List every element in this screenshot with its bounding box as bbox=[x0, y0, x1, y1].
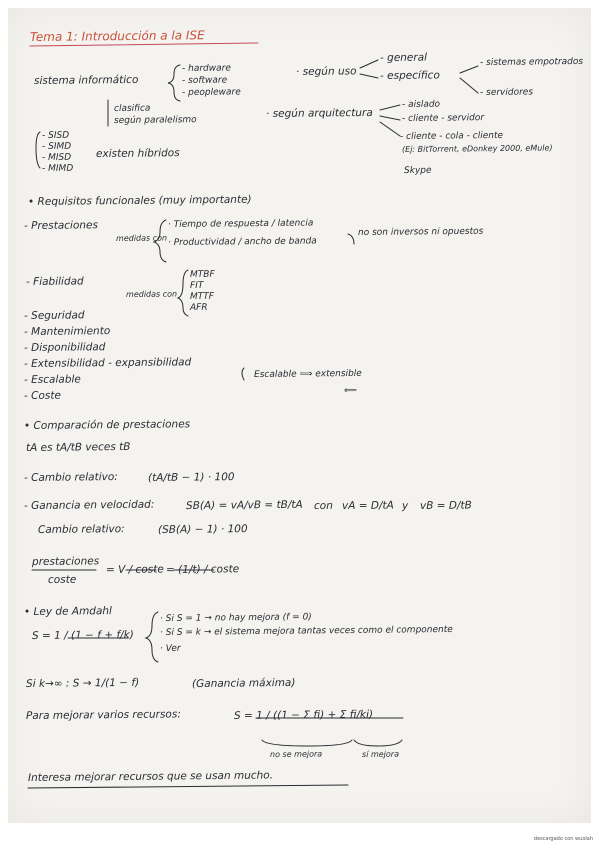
varios-label: Para mejorar varios recursos: bbox=[25, 708, 181, 722]
v-coste: = V / coste bbox=[105, 563, 164, 576]
varios-formula: S = 1 / ((1 − Σ fi) + Σ fi/ki) bbox=[233, 708, 374, 722]
ganancia-label: - Ganancia en velocidad: bbox=[23, 498, 155, 512]
amdahl-limit-note: (Ganancia máxima) bbox=[191, 676, 296, 690]
under-label: sí mejora bbox=[361, 749, 400, 759]
medidas-con: medidas con bbox=[115, 233, 168, 243]
fiab-item: AFR bbox=[189, 302, 208, 313]
handwriting-strokes bbox=[8, 8, 591, 823]
vb-formula: vB = D/tB bbox=[419, 499, 472, 512]
cambio-formula: (tA/tB − 1) · 100 bbox=[147, 471, 235, 484]
amdahl-case: · Si S = k → el sistema mejora tantas veces como el componente bbox=[159, 624, 453, 638]
arq-item: - cliente - cola - cliente bbox=[399, 130, 504, 142]
amdahl-case: · Ver bbox=[159, 643, 181, 654]
no-implica-text: ⟸ bbox=[343, 385, 357, 396]
prest-coste-num: prestaciones bbox=[31, 555, 100, 568]
cambio2-label: Cambio relativo: bbox=[37, 523, 125, 536]
requisito-item: - Seguridad bbox=[23, 309, 85, 322]
implica-text: Escalable ⟹ extensible bbox=[253, 368, 362, 380]
t-coste: = (1/t) / coste bbox=[165, 563, 240, 576]
amdahl-case: · Si S = 1 → no hay mejora (f = 0) bbox=[159, 612, 312, 624]
uso-sub: - servidores bbox=[479, 87, 534, 98]
arq-example: (Ej: BitTorrent, eDonkey 2000, eMule) bbox=[401, 143, 553, 154]
sistema-part: - peopleware bbox=[181, 87, 241, 98]
arq-item: - aislado bbox=[401, 99, 441, 110]
prest-item: · Tiempo de respuesta / latencia bbox=[167, 218, 314, 230]
cambio2-formula: (SB(A) − 1) · 100 bbox=[157, 523, 248, 536]
notebook-page bbox=[8, 8, 591, 823]
amdahl-heading: • Ley de Amdahl bbox=[23, 605, 112, 618]
under-label: no se mejora bbox=[269, 749, 323, 759]
requisito-item: - Extensibilidad - expansibilidad bbox=[23, 356, 192, 370]
fiab-item: MTTF bbox=[189, 291, 214, 302]
ganancia-formula: SB(A) = vA/vB = tB/tA bbox=[185, 498, 303, 512]
requisito-item: - Escalable bbox=[23, 373, 81, 386]
uso-item: - específico bbox=[379, 69, 440, 82]
uso-item: - general bbox=[379, 51, 428, 64]
flynn-item: - MIMD bbox=[41, 163, 74, 174]
requisito-item: - Mantenimiento bbox=[23, 325, 111, 338]
prest-coste-den: coste bbox=[47, 573, 77, 586]
clasifica-text: clasifica bbox=[113, 103, 151, 114]
uso-sub: - sistemas empotrados bbox=[479, 56, 584, 68]
y-text: y bbox=[401, 499, 409, 512]
con-text: con bbox=[313, 499, 333, 512]
requisitos-heading: • Requisitos funcionales (muy importante) bbox=[27, 193, 252, 208]
medidas-con: medidas con bbox=[125, 289, 178, 299]
fiab-item: FIT bbox=[189, 280, 204, 291]
arq-item: - cliente - servidor bbox=[401, 113, 485, 124]
sistema-part: - software bbox=[181, 75, 228, 86]
flynn-item: - MISD bbox=[41, 152, 72, 163]
prestaciones-label: - Prestaciones bbox=[23, 219, 99, 232]
cambio-label: - Cambio relativo: bbox=[23, 471, 118, 484]
requisito-item: - Coste bbox=[23, 389, 61, 402]
flynn-item: - SIMD bbox=[41, 141, 72, 152]
page-title: Tema 1: Introducción a la ISE bbox=[29, 28, 205, 44]
prest-note: no son inversos ni opuestos bbox=[357, 226, 484, 238]
fiabilidad-label: - Fiabilidad bbox=[25, 275, 84, 288]
clasifica-text: según paralelismo bbox=[113, 115, 197, 126]
sistema-label: sistema informático bbox=[33, 73, 139, 87]
sistema-part: - hardware bbox=[181, 63, 231, 74]
prest-item: · Productividad / ancho de banda bbox=[167, 236, 317, 248]
hibridos-text: existen híbridos bbox=[95, 147, 180, 160]
segun-uso-label: · según uso bbox=[295, 65, 357, 78]
fiab-item: MTBF bbox=[189, 269, 215, 280]
requisito-item: - Disponibilidad bbox=[23, 341, 106, 354]
amdahl-limit: Si k→∞ : S → 1/(1 − f) bbox=[25, 676, 140, 690]
amdahl-formula: S = 1 / (1 − f + f/k) bbox=[31, 628, 134, 642]
footer-watermark: descargado con wuolah bbox=[533, 836, 593, 842]
segun-arquitectura-label: · según arquitectura bbox=[265, 106, 373, 120]
arq-skype: Skype bbox=[403, 165, 432, 176]
comparacion-line: tA es tA/tB veces tB bbox=[25, 440, 131, 454]
va-formula: vA = D/tA bbox=[341, 499, 394, 512]
flynn-item: - SISD bbox=[41, 130, 70, 141]
closing-text: Interesa mejorar recursos que se usan mucho. bbox=[27, 769, 274, 784]
comparacion-heading: • Comparación de prestaciones bbox=[23, 418, 191, 432]
